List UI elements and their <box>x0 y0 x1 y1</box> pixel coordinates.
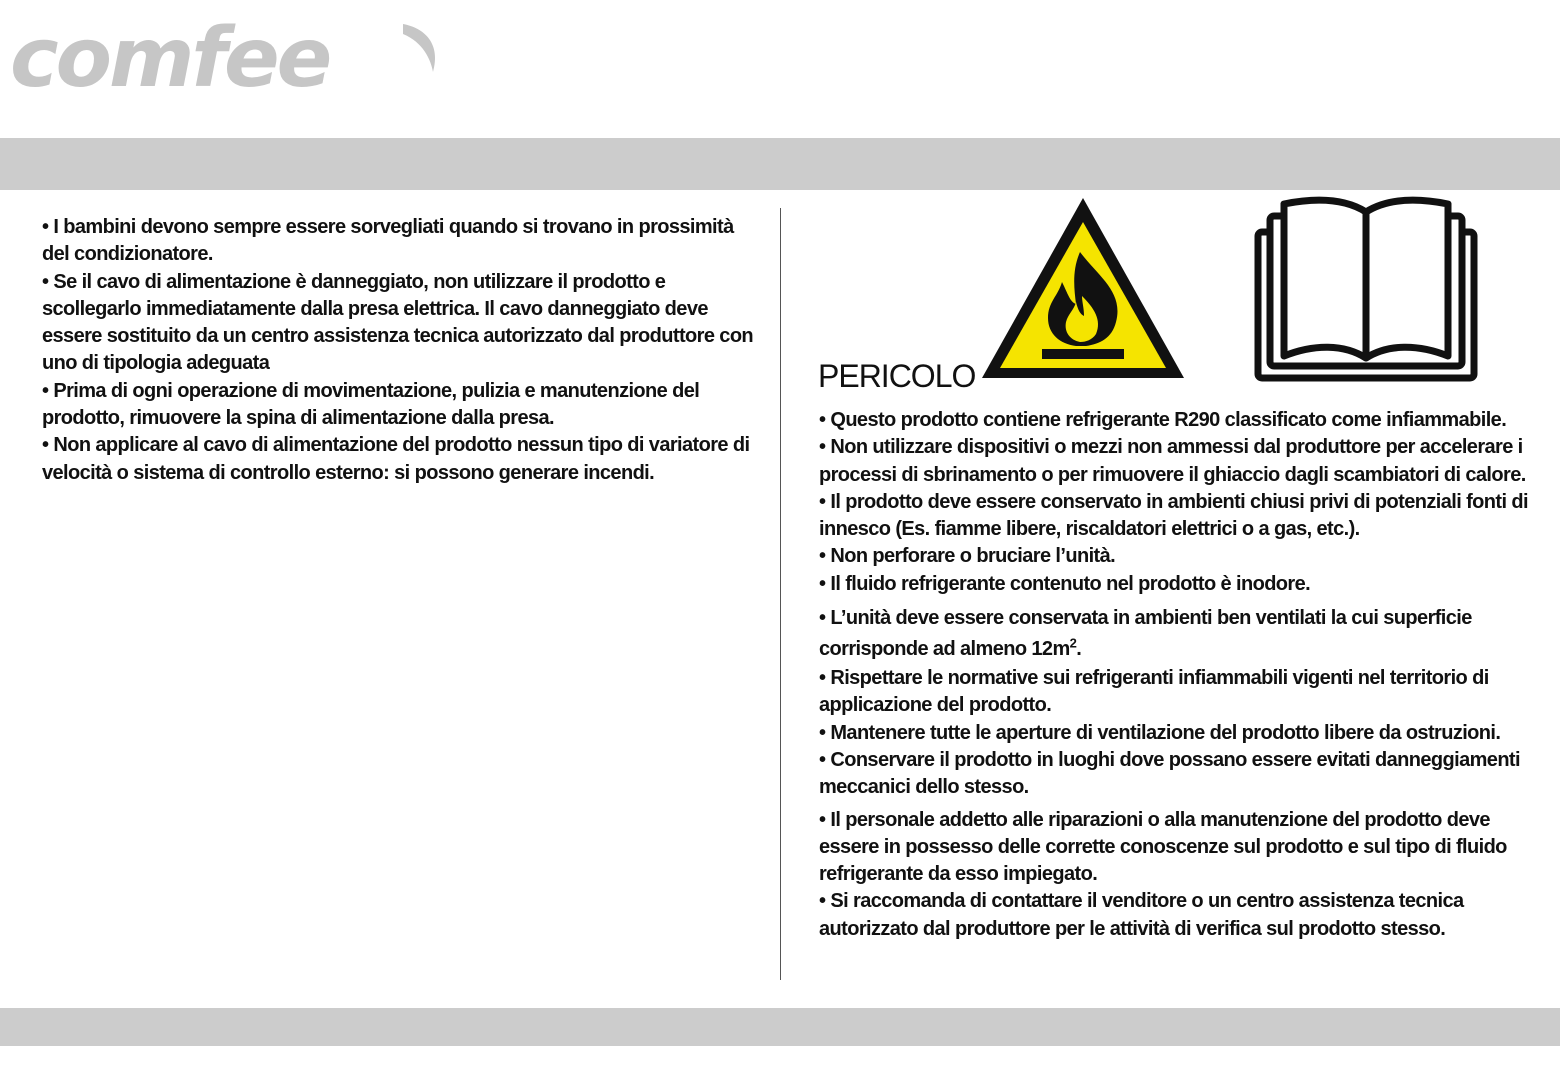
safety-item-damaged-cable: • Se il cavo di alimentazione è danneggiato, non utilizzare il prodotto e scollegarlo immediatamente dalla presa elettrica. Il cavo danneggiato deve essere sostituito da un centro assistenza tecnica autorizzato dal produttore con uno di tipologia adeguata <box>42 270 754 375</box>
footer-band <box>0 1008 1560 1046</box>
danger-item-contact-service: • Si raccomanda di contattare il venditore o un centro assistenza tecnica autorizzato dal produttore per le attività di verifica sul prodotto stesso. <box>819 890 1464 940</box>
logo-swoosh-icon <box>395 20 445 80</box>
danger-item-odorless: • Il fluido refrigerante contenuto nel prodotto è inodore. <box>819 572 1311 595</box>
danger-item-vents-clear: • Mantenere tutte le aperture di ventilazione del prodotto libere da ostruzioni. <box>819 721 1501 744</box>
column-divider <box>780 208 781 980</box>
danger-heading: PERICOLO <box>818 358 976 394</box>
danger-item-regulations: • Rispettare le normative sui refrigeranti infiammabili vigenti nel territorio di applicazione del prodotto. <box>819 667 1489 717</box>
comfee-logo <box>10 11 440 106</box>
danger-item-defrost: • Non utilizzare dispositivi o mezzi non ammessi dal produttore per accelerare i processi di sbrinamento o per rimuovere il ghiaccio dagli scambiatori di calore. <box>819 436 1526 486</box>
logo-wordmark: comfee <box>10 11 330 106</box>
area-end: . <box>1076 638 1082 661</box>
area-text: • L’unità deve essere conservata in ambienti ben ventilati la cui superficie corrisponde ad almeno 12m <box>819 607 1472 661</box>
flammable-warning-icon <box>976 192 1190 384</box>
danger-item-r290: • Questo prodotto contiene refrigerante R290 classificato come infiammabile. <box>819 409 1507 431</box>
safety-item-unplug: • Prima di ogni operazione di movimentazione, pulizia e manutenzione del prodotto, rimuovere la spina di alimentazione dalla presa. <box>42 379 700 430</box>
danger-item-storage-ignition: • Il prodotto deve essere conservato in ambienti chiusi privi di potenziali fonti di innesco (Es. fiamme libere, riscaldatori elettrici o a gas, etc.). <box>819 490 1528 541</box>
right-danger-column <box>819 407 1541 943</box>
danger-item-qualified-staff: • Il personale addetto alle riparazioni o alla manutenzione del prodotto deve essere in possesso delle corrette conoscenze sul prodotto e sul tipo di fluido refrigerante da esso impiegato. <box>819 808 1507 886</box>
danger-item-ventilated-area <box>819 603 1541 665</box>
left-safety-column <box>42 214 760 487</box>
danger-item-no-pierce: • Non perforare o bruciare l’unità. <box>819 545 1116 568</box>
safety-item-children: • I bambini devono sempre essere sorvegliati quando si trovano in prossimità del condizionatore. <box>42 216 734 266</box>
area-superscript: 2 <box>1069 635 1077 651</box>
header-band <box>0 138 1560 190</box>
open-manual-icon <box>1254 194 1478 382</box>
safety-item-no-speed-controller: • Non applicare al cavo di alimentazione del prodotto nessun tipo di variatore di velocità o sistema di controllo esterno: si possono generare incendi. <box>42 434 750 484</box>
danger-item-mechanical-damage: • Conservare il prodotto in luoghi dove possano essere evitati danneggiamenti meccanici dello stesso. <box>819 748 1520 799</box>
